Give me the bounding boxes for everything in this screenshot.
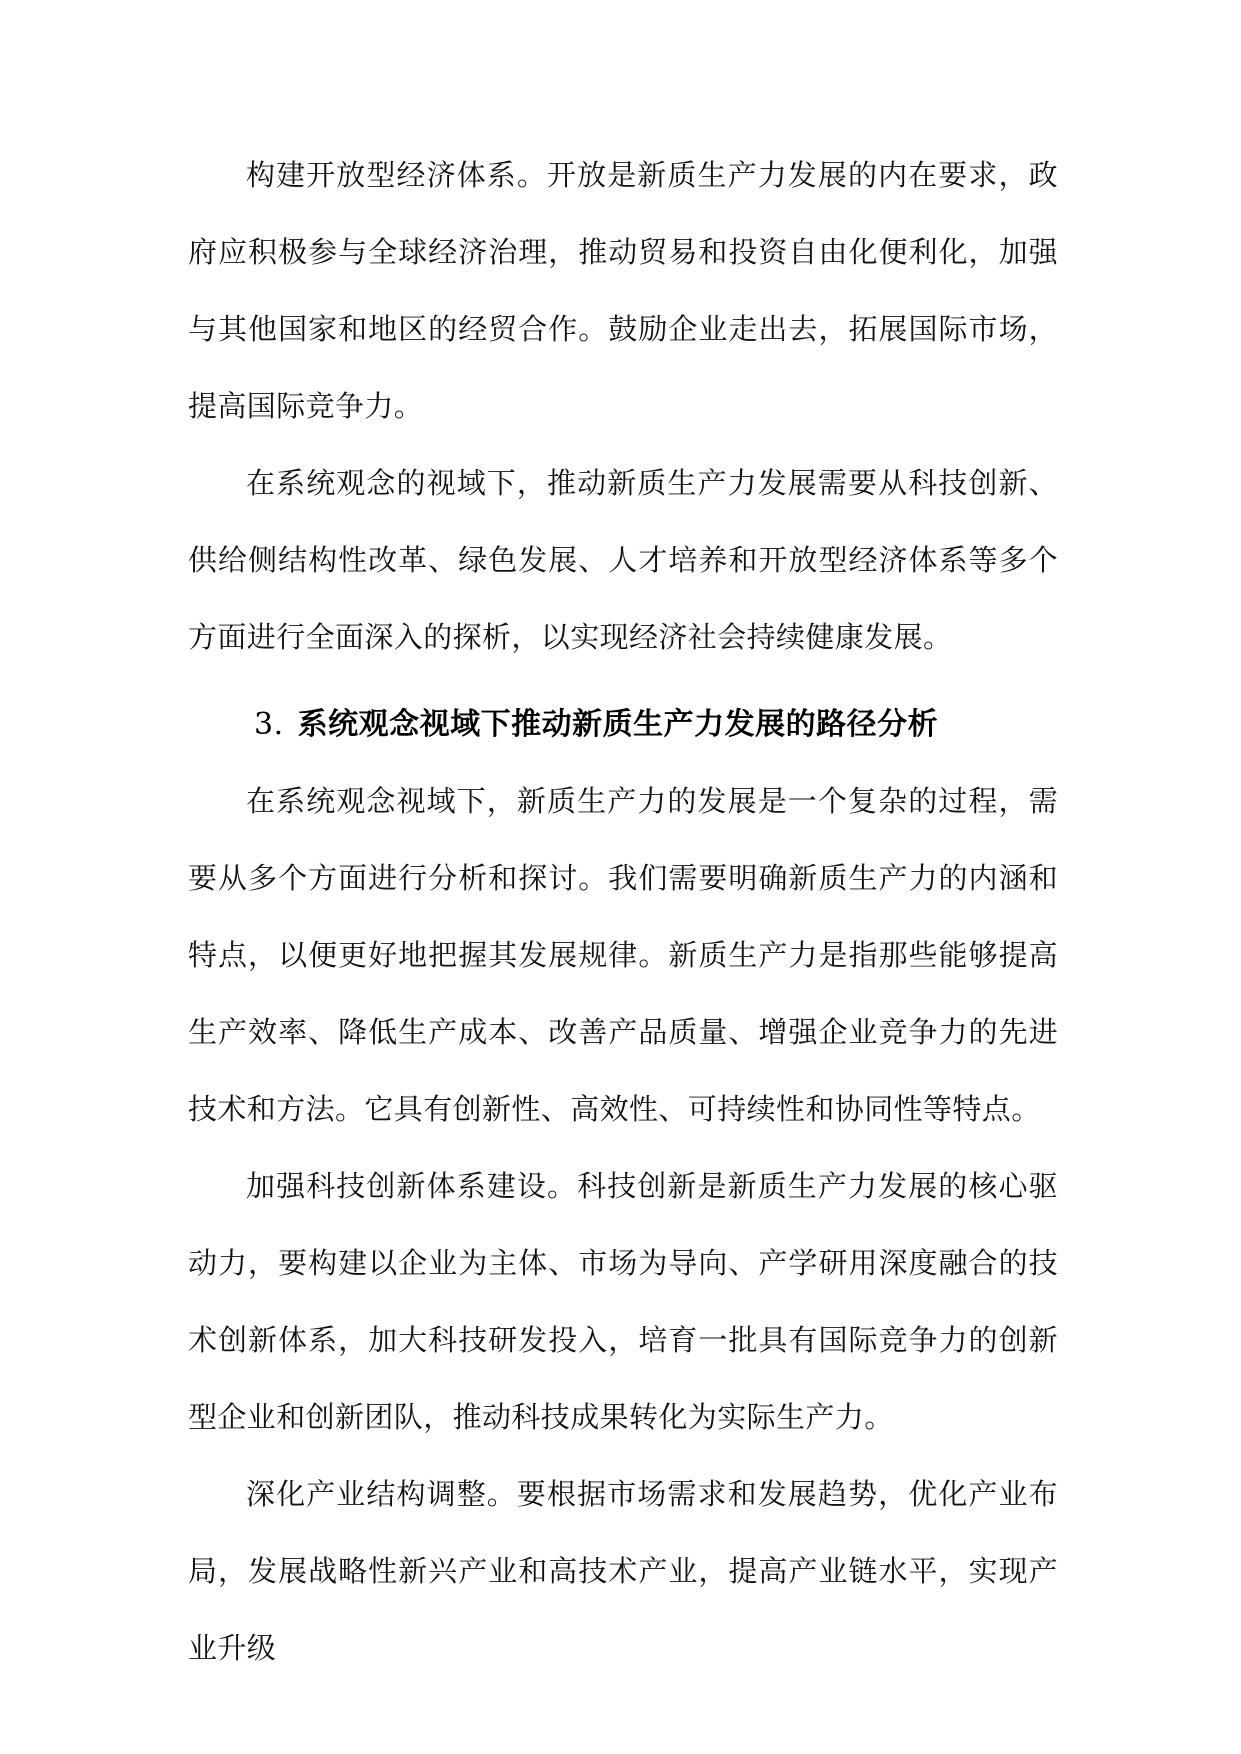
paragraph-system-view-summary: 在系统观念的视域下，推动新质生产力发展需要从科技创新、供给侧结构性改革、绿色发展、人才培养和开放型经济体系等多个方面进行全面深入的探析，以实现经济社会持续健康发展。 bbox=[188, 466, 1058, 654]
paragraph-path-analysis-intro: 在系统观念视域下，新质生产力的发展是一个复杂的过程，需要从多个方面进行分析和探讨。我们需要明确新质生产力的内涵和特点，以便更好地把握其发展规律。新质生产力是指那些能够提高生产效率、降低生产成本、改善产品质量、增强企业竞争力的先进技术和方法。它具有创新性、高效性、可持续性和协同性等特点。 bbox=[188, 784, 1058, 1126]
paragraph-tech-innovation: 加强科技创新体系建设。科技创新是新质生产力发展的核心驱动力，要构建以企业为主体、市场为导向、产学研用深度融合的技术创新体系，加大科技研发投入，培育一批具有国际竞争力的创新型企业和创新团队，推动科技成果转化为实际生产力。 bbox=[188, 1169, 1058, 1434]
section-title: 系统观念视域下推动新质生产力发展的路径分析 bbox=[297, 707, 939, 742]
paragraph-industrial-structure: 深化产业结构调整。要根据市场需求和发展趋势，优化产业布局，发展战略性新兴产业和高技术产业，提高产业链水平，实现产业升级 bbox=[188, 1477, 1058, 1665]
paragraph-open-economy: 构建开放型经济体系。开放是新质生产力发展的内在要求，政府应积极参与全球经济治理，推动贸易和投资自由化便利化，加强与其他国家和地区的经贸合作。鼓励企业走出去，拓展国际市场，提高国际竞争力。 bbox=[188, 158, 1058, 423]
section-heading bbox=[188, 686, 1058, 763]
document-body bbox=[188, 137, 1058, 1687]
section-number: 3. bbox=[254, 707, 284, 742]
